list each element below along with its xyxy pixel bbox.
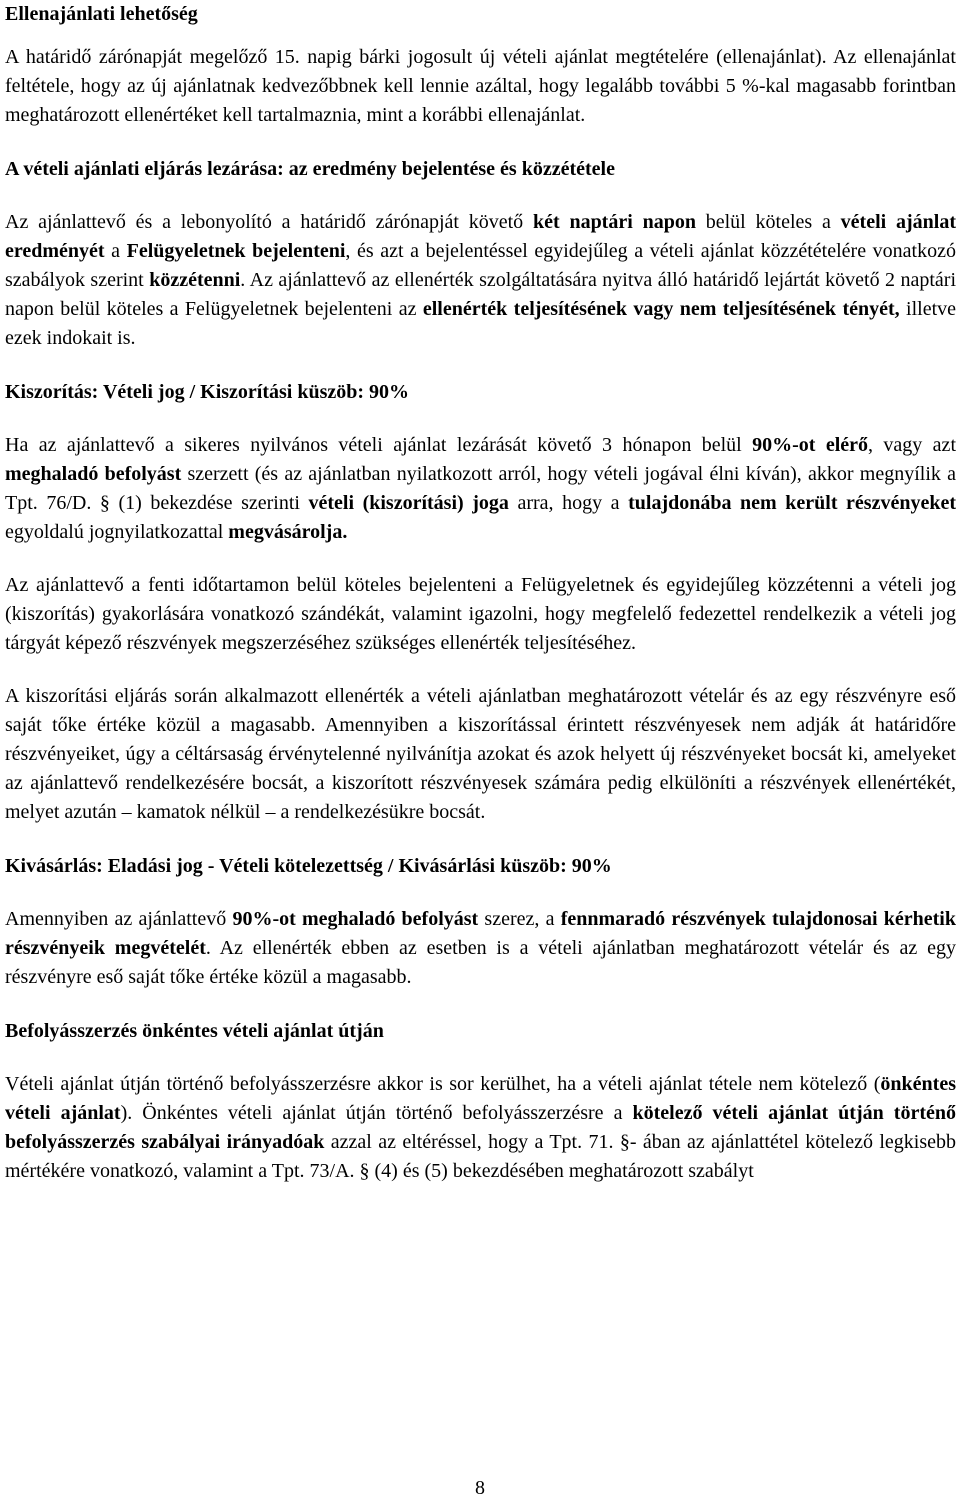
squeeze-out-paragraph-3: A kiszorítási eljárás során alkalmazott ellenérték a vételi ajánlatban meghatározott vételár és az egy részvényre eső saját tőke értéke közül a magasabb. Amennyiben a kiszorítással érintett részvényesek nem adják át határidőre részvényeiket, úgy a céltársaság érvénytelenné nyilvánítja azokat és azok helyett új részvényeket bocsát ki, amelyeket az ajánlattevő rendelkezésére bocsát, a kiszorított részvényesek számára pedig elkülöníti a részvények ellenértékét, melyet azután – kamatok nélkül – a rendelkezésükre bocsát. [5,685,956,823]
text-run: Ha az ajánlattevő a sikeres nyilvános vételi ajánlat lezárását követő 3 hónapon belül [5,434,753,456]
text-run: . Az ajánlattevő az ellenérték szolgáltatására nyitva álló határidő lejártát követő 2 naptári napon belül köteles a Felügyeletnek bejelenteni az [5,269,957,320]
bold-run: meghaladó befolyást [5,463,182,485]
bold-run: vételi ajánlat eredményét [5,211,956,262]
text-run: szerez, a [478,908,561,930]
bold-run: két naptári napon [532,211,696,233]
text-run: , vagy azt [868,434,956,456]
bold-run: önkéntes vételi ajánlat [5,1073,956,1124]
text-run: , és azt a bejelentéssel egyidejűleg a vételi ajánlat közzétételére vonatkozó szabályok szerint [5,240,956,291]
bold-run: tulajdonába nem került részvényeket [628,492,956,514]
text-run: ). Önkéntes vételi ajánlat útján történő befolyásszerzésre a [120,1102,633,1124]
bold-run: ellenérték teljesítésének vagy nem teljesítésének tényét, [422,298,900,320]
text-run: azzal az eltéréssel, hogy a Tpt. 71. §- ában az ajánlattétel kötelező legkisebb mértékére vonatkozó, valamint a Tpt. 73/A. § (4) és (5) bekezdésében meghatározott szabályt [5,1131,956,1182]
page-number: 8 [475,1477,485,1499]
counter-offer-paragraph: A határidő zárónapját megelőző 15. napig bárki jogosult új vételi ajánlat megtételére (ellenajánlat). Az ellenajánlat feltétele, hogy az új ajánlatnak kedvezőbbnek kell lennie azáltal, hogy legalább további 5 %-kal magasabb forintban meghatározott ellenértéket kell tartalmaznia, mint a korábbi ellenajánlat. [5,46,956,126]
bold-run: megvásárolja. [228,521,348,543]
voluntary-offer-heading: Befolyásszerzés önkéntes vételi ajánlat útján [5,1020,384,1042]
text-run: Vételi ajánlat útján történő befolyásszerzésre akkor is sor kerülhet, ha a vételi ajánlat tétele nem kötelező ( [5,1073,881,1095]
bold-run: közzétenni [149,269,241,291]
voluntary-offer-paragraph [5,1070,956,1186]
text-run: egyoldalú jognyilatkozattal [5,521,229,543]
squeeze-out-paragraph-1 [5,431,956,547]
closing-procedure-paragraph [5,208,956,353]
bold-run: Felügyeletnek bejelenteni [126,240,346,262]
bold-run: 90%-ot meghaladó befolyást [232,908,479,930]
bold-run: 90%-ot elérő [752,434,869,456]
text-run: belül köteles a [695,211,841,233]
text-run: szerzett (és az ajánlatban nyilatkozott arról, hogy vételi jogával élni kíván), akkor megnyílik a Tpt. 76/D. § (1) bekezdése szerinti [5,463,957,514]
closing-procedure-heading: A vételi ajánlati eljárás lezárása: az eredmény bejelentése és közzététele [5,158,615,180]
text-run: illetve ezek indokait is. [5,298,957,349]
sell-out-heading: Kivásárlás: Eladási jog - Vételi kötelezettség / Kivásárlási küszöb: 90% [5,855,612,877]
text-run: a [104,240,127,262]
text-run: arra, hogy a [508,492,629,514]
counter-offer-heading: Ellenajánlati lehetőség [5,3,198,25]
text-run: Amennyiben az ajánlattevő [5,908,233,930]
sell-out-paragraph [5,905,956,992]
squeeze-out-heading: Kiszorítás: Vételi jog / Kiszorítási küszöb: 90% [5,381,410,403]
bold-run: kötelező vételi ajánlat útján történő befolyásszerzés szabályai irányadóak [5,1102,957,1153]
text-run: Az ajánlattevő és a lebonyolító a határidő zárónapját követő [5,211,533,233]
bold-run: vételi (kiszorítási) joga [308,492,509,514]
bold-run: fennmaradó részvények tulajdonosai kérhetik részvényeik megvételét [5,908,956,959]
squeeze-out-paragraph-2: Az ajánlattevő a fenti időtartamon belül köteles bejelenteni a Felügyeletnek és egyidejűleg közzétenni a vételi jog (kiszorítás) gyakorlására vonatkozó szándékát, valamint igazolni, hogy megfelelő fedezettel rendelkezik a vételi jog tárgyát képező részvények megszerzéséhez szükséges ellenérték teljesítéséhez. [5,574,956,654]
text-run: . Az ellenérték ebben az esetben is a vételi ajánlatban meghatározott vételár és az egy részvényre eső saját tőke értéke közül a magasabb. [5,937,956,988]
